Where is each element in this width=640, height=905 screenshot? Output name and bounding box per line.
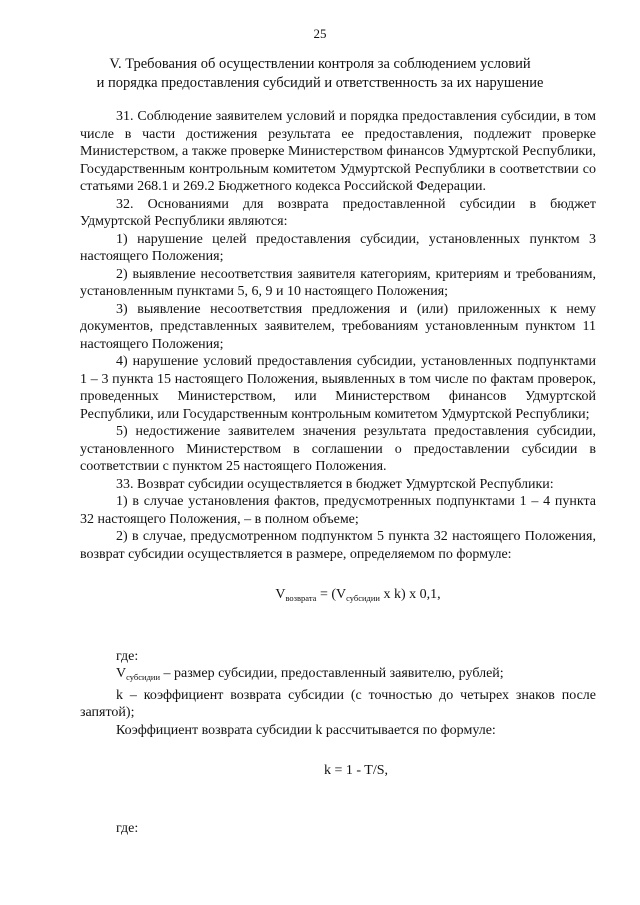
return-formula bbox=[120, 586, 596, 608]
formula-v: V bbox=[275, 587, 286, 602]
definition-k: k – коэффициент возврата субсидии (с точностью до четырех знаков после запятой); bbox=[80, 687, 596, 720]
section-heading-line-2: и порядка предоставления субсидий и ответственность за их нарушение bbox=[96, 75, 544, 91]
paragraph-31: 31. Соблюдение заявителем условий и порядка предоставления субсидии, в том числе в части достижения результата ее предоставления, подлежит проверке Министерством, а также проверке Министерством финансов Удмуртской Республики, Государственным контрольным комитетом Удмуртской Республики в соответствии со статьями 268.1 и 269.2 Бюджетного кодекса Российской Федерации. bbox=[80, 109, 596, 194]
k-formula: k = 1 - T/S, bbox=[323, 763, 389, 778]
paragraph-33: 33. Возврат субсидии осуществляется в бюджет Удмуртской Республики: bbox=[116, 476, 554, 492]
document-body bbox=[80, 108, 596, 837]
formula-sub-subsidy: субсидии bbox=[346, 593, 380, 603]
paragraph-32-item-5: 5) недостижение заявителем значения результата предоставления субсидии, установленного Министерством в соглашении о предоставлении субсидии в соответствии с пунктом 25 настоящего Положения. bbox=[80, 424, 596, 474]
formula-rest: x k) x 0,1, bbox=[379, 587, 441, 602]
section-heading-line-1: V. Требования об осуществлении контроля за соблюдением условий bbox=[109, 56, 531, 72]
where-label-1: где: bbox=[116, 648, 139, 664]
definition-v-subsidy: $V_{субсидии}$ – размер субсидии, предоставленный заявителю, рублей; bbox=[116, 666, 504, 682]
paragraph-32-item-2: 2) выявление несоответствия заявителя категориям, критериям и требованиям, установленным пунктами 5, 6, 9 и 10 настоящего Положения; bbox=[80, 266, 596, 299]
k-calculation-intro: Коэффициент возврата субсидии k рассчитывается по формуле: bbox=[116, 722, 496, 738]
paragraph-32-item-3: 3) выявление несоответствия предложения и (или) приложенных к нему документов, представленных заявителем, требованиям установленным пунктом 11 настоящего Положения; bbox=[80, 301, 596, 352]
paragraph-32: 32. Основаниями для возврата предоставленной субсидии в бюджет Удмуртской Республики являются: bbox=[80, 196, 596, 229]
where-label-2: где: bbox=[116, 820, 139, 836]
paragraph-33-item-2: 2) в случае, предусмотренном подпунктом 5 пункта 32 настоящего Положения, возврат субсидии осуществляется в размере, определяемом по формуле: bbox=[80, 529, 596, 562]
page-number: 25 bbox=[313, 26, 327, 41]
paragraph-33-item-1: 1) в случае установления фактов, предусмотренных подпунктами 1 – 4 пункта 32 настоящего Положения, – в полном объеме; bbox=[80, 494, 596, 527]
paragraph-32-item-1: 1) нарушение целей предоставления субсидии, установленных пунктом 3 настоящего Положения; bbox=[80, 231, 596, 264]
formula-sub-return: возврата bbox=[285, 593, 317, 603]
definition-v-subscript: субсидии bbox=[126, 672, 160, 682]
formula-eq-open: = (V bbox=[316, 587, 347, 602]
paragraph-32-item-4: 4) нарушение условий предоставления субсидии, установленных подпунктами 1 – 3 пункта 15 настоящего Положения, выявленных в том числе по фактам проверок, проведенных Министерством, или Министерством финансов Удмуртской Республики, или Государственным контрольным комитетом Удмуртской Республики; bbox=[80, 354, 596, 422]
definition-v-text: – размер субсидии, предоставленный заявителю, рублей; bbox=[160, 666, 504, 681]
section-heading bbox=[60, 55, 580, 93]
